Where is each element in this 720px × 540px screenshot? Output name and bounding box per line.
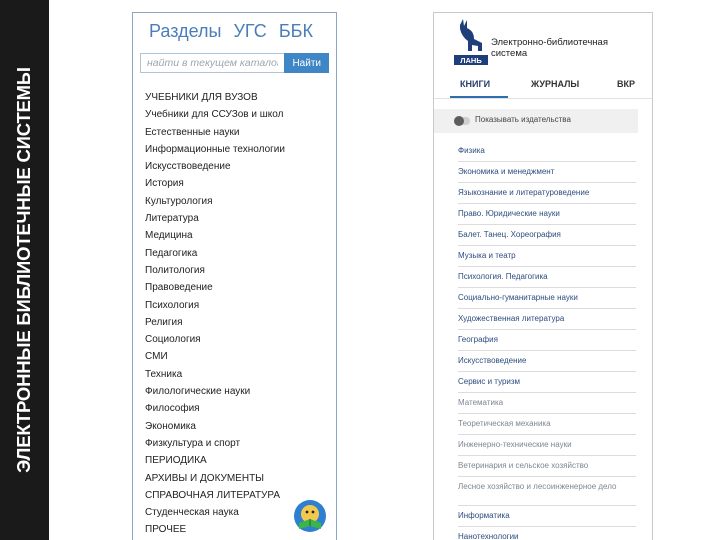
list-item[interactable]: ПЕРИОДИКА [145,455,207,467]
lan-header [434,13,652,73]
list-item[interactable]: УЧЕБНИКИ ДЛЯ ВУЗОВ [145,92,258,103]
list-item[interactable]: Лесное хозяйство и лесоинженерное дело [458,477,636,506]
lan-tabs [434,73,652,105]
list-item[interactable]: Сервис и туризм [458,372,636,393]
list-item[interactable]: Инженерно-технические науки [458,435,636,456]
tabs-divider [434,98,653,99]
list-item[interactable]: Студенческая наука [145,507,239,519]
tab-bbk[interactable]: ББК [278,21,313,41]
list-item[interactable]: Социология [145,334,201,346]
list-item[interactable]: АРХИВЫ И ДОКУМЕНТЫ [145,472,265,484]
list-item[interactable]: Естественные науки [145,126,240,138]
list-item[interactable]: Художественная литература [458,309,636,330]
list-item[interactable]: Экономика и менеджмент [458,162,636,183]
list-item[interactable]: Педагогика [145,247,198,259]
list-item[interactable]: Психология [145,299,200,311]
list-item[interactable]: Ветеринария и сельское хозяйство [458,456,636,477]
list-item[interactable]: Политология [145,264,205,276]
lan-logo-icon[interactable] [452,17,490,67]
list-item[interactable]: Техника [145,368,183,380]
list-item[interactable]: Балет. Танец. Хореография [458,225,636,246]
list-item[interactable]: Информационные технологии [145,143,285,155]
list-item[interactable]: Психология. Педагогика [458,267,636,288]
catalog-search [140,53,329,73]
list-item[interactable]: Физкультура и спорт [145,437,241,449]
publishers-toggle-row [434,109,652,137]
catalog-tabs [133,13,336,47]
lan-subjects-list [434,141,652,540]
tab-ugs[interactable]: УГС [233,21,267,41]
list-item[interactable]: Медицина [145,230,193,242]
search-button[interactable]: Найти [284,53,329,73]
toggle-label: Показывать издательства [475,115,571,124]
reading-mascot-icon [293,499,327,533]
list-item[interactable]: Философия [145,403,200,415]
list-item[interactable]: Информатика [458,506,636,527]
list-item[interactable]: Религия [145,316,183,328]
list-item[interactable]: Физика [458,141,636,162]
list-item[interactable]: Математика [458,393,636,414]
list-item[interactable]: ПРОЧЕЕ [145,524,187,536]
brand-title [491,37,641,59]
list-item[interactable]: Правоведение [145,282,213,294]
list-item[interactable]: Искусствоведение [458,351,636,372]
title-band [0,0,49,540]
list-item[interactable]: Литература [145,213,199,225]
list-item[interactable]: Языкознание и литературоведение [458,183,636,204]
lan-ebs-panel [433,12,653,540]
list-item[interactable]: Учебники для ССУЗов и школ [145,109,284,121]
list-item[interactable]: Социально-гуманитарные науки [458,288,636,309]
list-item[interactable]: СМИ [145,351,168,363]
list-item[interactable]: Право. Юридические науки [458,204,636,225]
list-item[interactable]: Экономика [145,420,196,432]
tab-vkr[interactable]: ВКР [617,79,635,89]
list-item[interactable]: Музыка и театр [458,246,636,267]
list-item[interactable]: Нанотехнологии [458,527,636,540]
list-item[interactable]: Теоретическая механика [458,414,636,435]
logo-text: ЛАНЬ [460,56,482,65]
list-item[interactable]: История [145,178,184,190]
brand-line: система [491,48,528,59]
tab-sections[interactable]: Разделы [149,21,222,41]
tab-books[interactable]: КНИГИ [460,79,491,89]
brand-line: Электронно-библиотечная [491,37,608,48]
list-item[interactable]: Культурология [145,195,213,207]
page-title: ЭЛЕКТРОННЫЕ БИБЛИОТЕЧНЫЕ СИСТЕМЫ [13,67,34,473]
tab-journals[interactable]: ЖУРНАЛЫ [531,79,580,89]
catalog-sections-list [133,89,336,539]
search-input[interactable] [140,53,284,73]
catalog-panel [132,12,337,540]
list-item[interactable]: Искусствоведение [145,161,231,173]
list-item[interactable]: СПРАВОЧНАЯ ЛИТЕРАТУРА [145,489,281,501]
publishers-toggle[interactable] [454,117,470,125]
list-item[interactable]: География [458,330,636,351]
list-item[interactable]: Филологические науки [145,386,251,398]
